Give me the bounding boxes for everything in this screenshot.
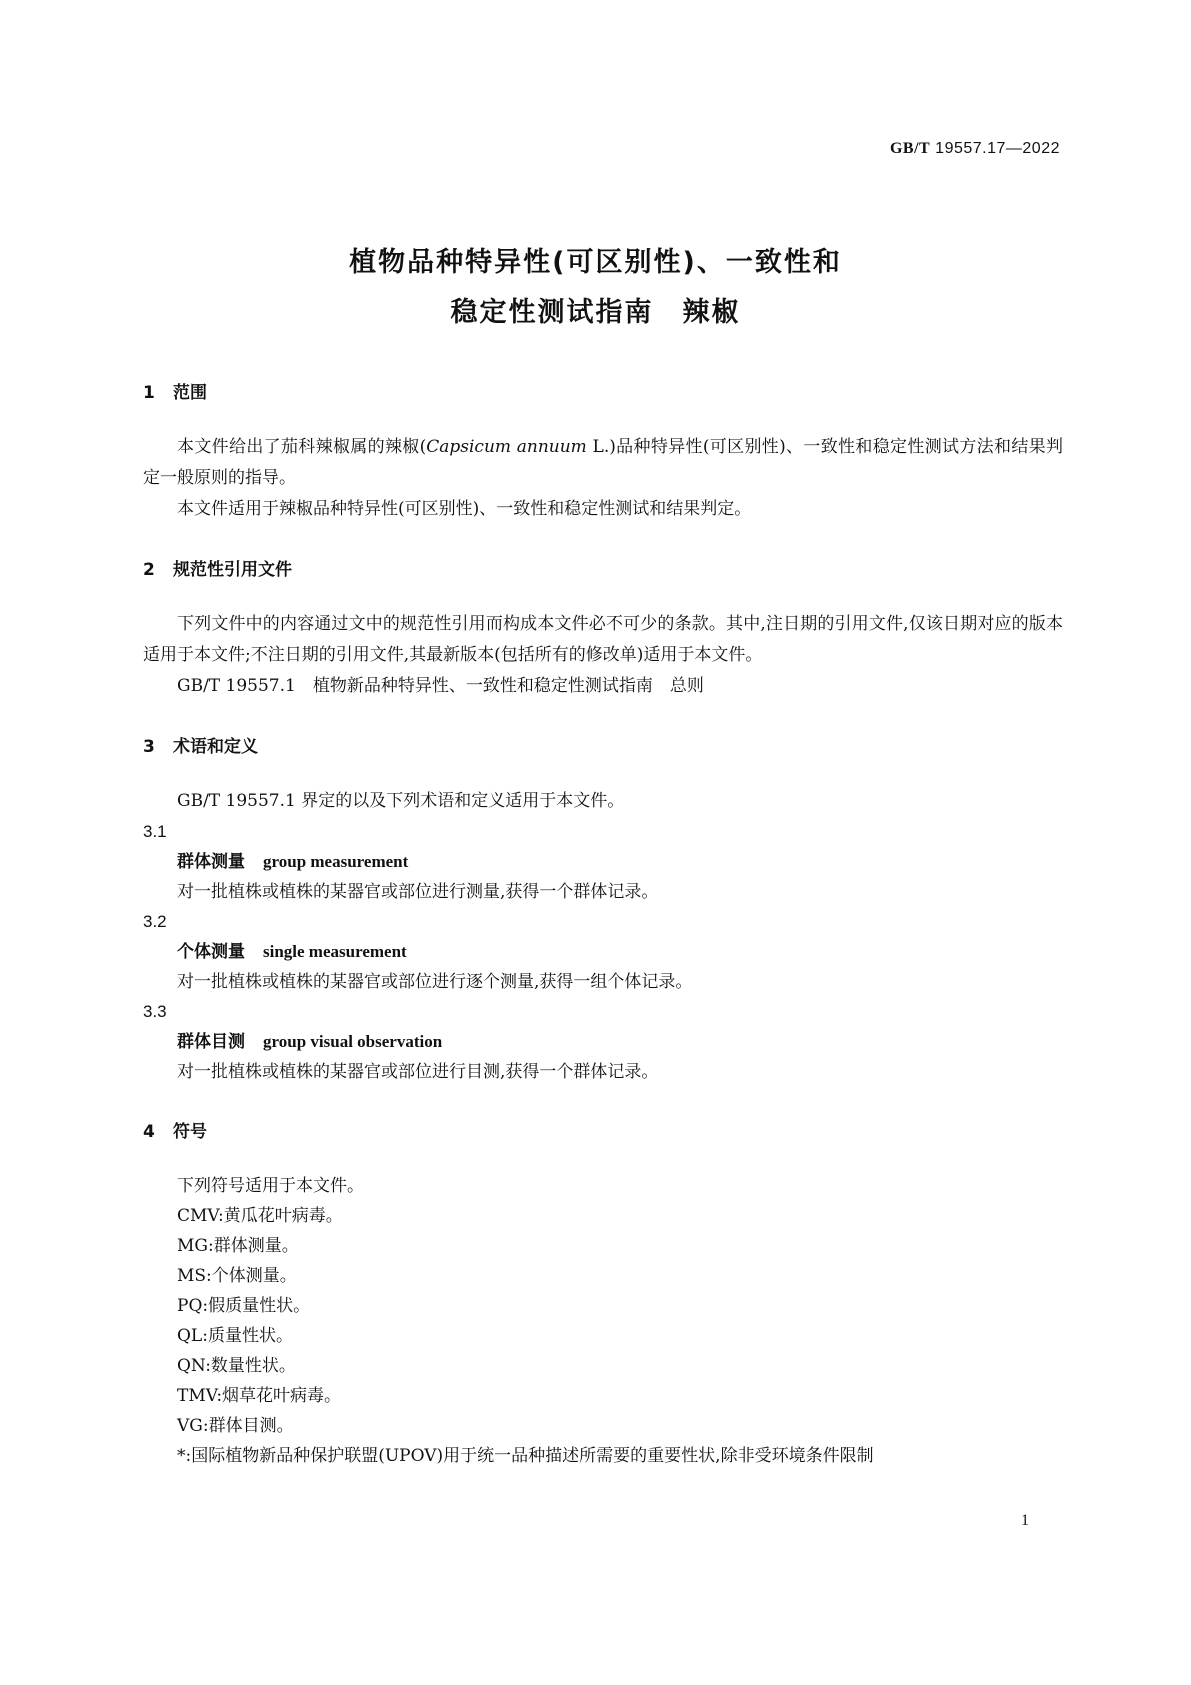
term-number: 3.3 (143, 1002, 167, 1021)
term-zh: 群体目测 (177, 1032, 245, 1052)
section-title: 规范性引用文件 (173, 560, 292, 580)
term-entry (143, 817, 1063, 907)
page-number: 1 (1021, 1512, 1029, 1529)
section-2-paragraph: 下列文件中的内容通过文中的规范性引用而构成本文件必不可少的条款。其中,注日期的引用文件,仅该日期对应的版本适用于本文件;不注日期的引用文件,其最新版本(包括所有的修改单)适用于本文件。 (143, 614, 1063, 665)
section-3-heading (143, 732, 1063, 762)
term-definition: 对一批植株或植株的某器官或部位进行测量,获得一个群体记录。 (177, 882, 659, 902)
term-entry (143, 997, 1063, 1087)
section-2-heading (143, 555, 1063, 585)
symbols-intro: 下列符号适用于本文件。 (177, 1176, 364, 1196)
term-title (143, 937, 1063, 967)
section-title: 术语和定义 (173, 737, 258, 757)
latin-name: Capsicum annuum (426, 437, 587, 457)
term-definition: 对一批植株或植株的某器官或部位进行目测,获得一个群体记录。 (177, 1062, 659, 1082)
section-1-paragraph-2: 本文件适用于辣椒品种特异性(可区别性)、一致性和稳定性测试和结果判定。 (177, 499, 752, 519)
symbol-item: CMV:黄瓜花叶病毒。 (177, 1206, 343, 1226)
section-title: 符号 (173, 1122, 207, 1142)
standard-code-prefix: GB/T (889, 140, 931, 157)
paragraph-text: L.)品种特异性(可区别性)、一致性和稳定性测试方法和结果判定一般原则的指导。 (143, 437, 1063, 488)
symbol-item: *:国际植物新品种保护联盟(UPOV)用于统一品种描述所需要的重要性状,除非受环境条件限制 (177, 1446, 874, 1466)
title-line-2: 稳定性测试指南 辣椒 (450, 297, 741, 328)
standard-code (890, 140, 1060, 158)
term-en: group visual observation (263, 1032, 443, 1051)
paragraph-text: 本文件给出了茄科辣椒属的辣椒( (177, 437, 427, 457)
symbol-item: QN:数量性状。 (177, 1356, 296, 1376)
term-number: 3.1 (143, 822, 167, 841)
document-title (0, 238, 1191, 338)
document-body (143, 378, 1063, 1471)
section-number: 3 (143, 737, 155, 757)
term-number: 3.2 (143, 912, 167, 931)
section-3-intro: GB/T 19557.1 界定的以及下列术语和定义适用于本文件。 (177, 791, 625, 811)
symbol-item: QL:质量性状。 (177, 1326, 293, 1346)
term-en: single measurement (263, 942, 407, 961)
term-definition: 对一批植株或植株的某器官或部位进行逐个测量,获得一组个体记录。 (177, 972, 693, 992)
section-number: 4 (143, 1122, 155, 1142)
normative-reference: GB/T 19557.1 植物新品种特异性、一致性和稳定性测试指南 总则 (177, 676, 704, 696)
section-1-paragraph-1 (143, 432, 1063, 494)
symbol-item: MG:群体测量。 (177, 1236, 299, 1256)
term-zh: 群体测量 (177, 852, 245, 872)
term-entry (143, 907, 1063, 997)
term-en: group measurement (263, 852, 409, 871)
section-title: 范围 (173, 383, 207, 403)
symbol-item: MS:个体测量。 (177, 1266, 297, 1286)
section-1-heading (143, 378, 1063, 408)
title-line-1: 植物品种特异性(可区别性)、一致性和 (349, 247, 842, 278)
section-number: 1 (143, 383, 155, 403)
section-4-heading (143, 1117, 1063, 1147)
section-number: 2 (143, 560, 155, 580)
standard-code-number: 19557.17—2022 (930, 140, 1060, 157)
term-title (143, 1027, 1063, 1057)
symbol-item: VG:群体目测。 (177, 1416, 294, 1436)
symbol-item: TMV:烟草花叶病毒。 (177, 1386, 342, 1406)
term-title (143, 847, 1063, 877)
symbol-item: PQ:假质量性状。 (177, 1296, 311, 1316)
term-zh: 个体测量 (177, 942, 245, 962)
